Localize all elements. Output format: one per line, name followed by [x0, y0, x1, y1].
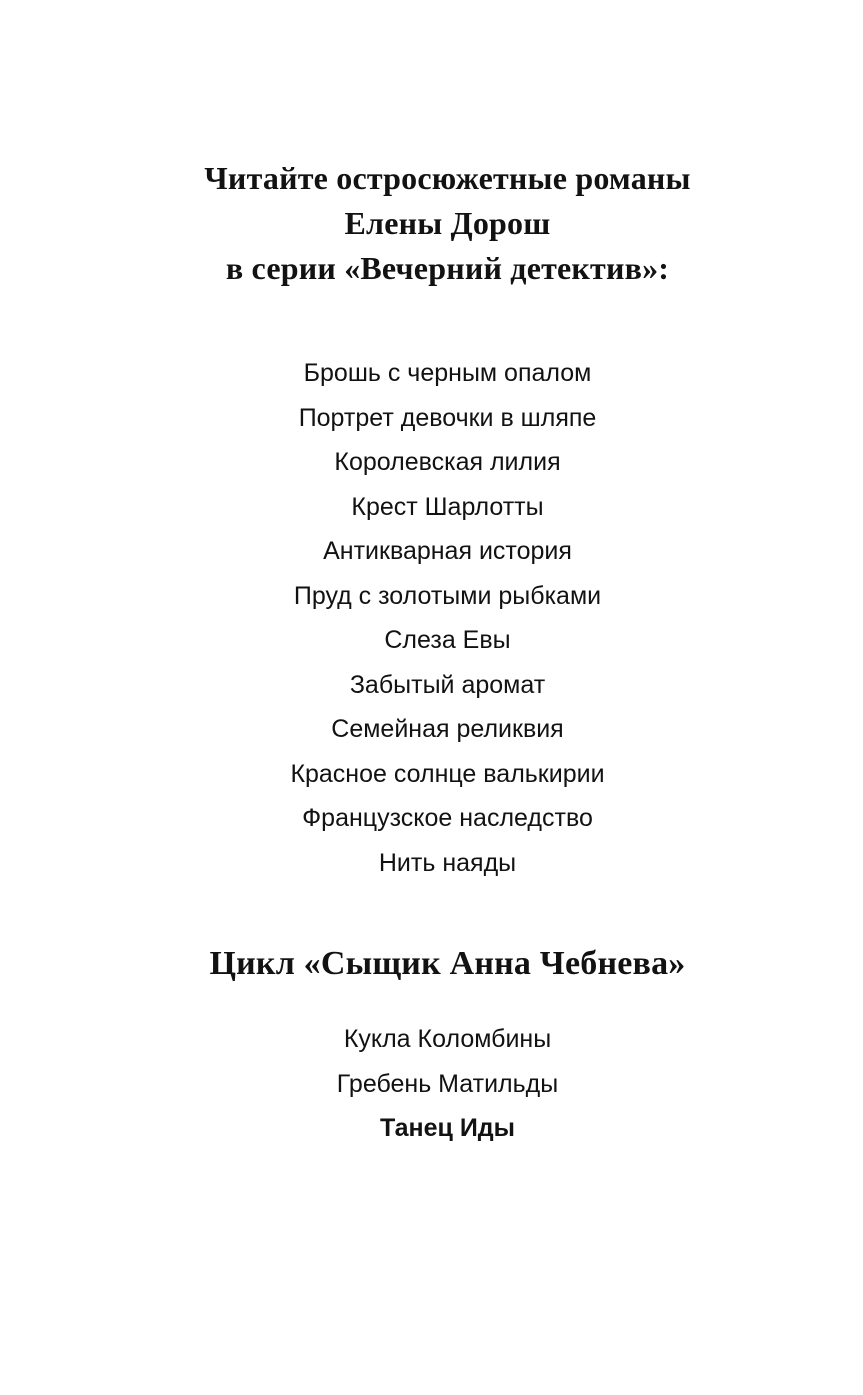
series-heading-line: Читайте остросюжетные романы	[204, 160, 691, 196]
book-title: Брошь с черным опалом	[303, 359, 592, 387]
cycle-book-list	[32, 1017, 863, 1151]
book-title: Нить наяды	[378, 848, 517, 877]
book-title: Королевская лилия	[334, 448, 561, 476]
book-title-highlighted: Танец Иды	[379, 1114, 516, 1142]
book-title: Крест Шарлотты	[351, 492, 544, 521]
series-heading-line: в серии «Вечерний детектив»:	[225, 250, 670, 286]
series-heading	[32, 156, 863, 291]
book-title: Красное солнце валькирии	[290, 759, 605, 788]
series-heading-line: Елены Дорош	[344, 205, 551, 241]
book-title: Пруд с золотыми рыбками	[293, 581, 602, 610]
book-title: Портрет девочки в шляпе	[298, 403, 597, 432]
book-title: Слеза Евы	[384, 626, 511, 654]
book-title: Антикварная история	[323, 537, 572, 565]
series-book-list	[32, 351, 863, 885]
book-title: Гребень Матильды	[336, 1069, 559, 1098]
book-title: Семейная реликвия	[331, 715, 564, 743]
book-title: Кукла Коломбины	[343, 1025, 552, 1053]
book-title: Французское наследство	[302, 804, 593, 832]
cycle-heading: Цикл «Сыщик Анна Чебнева»	[209, 945, 686, 982]
book-title: Забытый аромат	[349, 670, 546, 699]
